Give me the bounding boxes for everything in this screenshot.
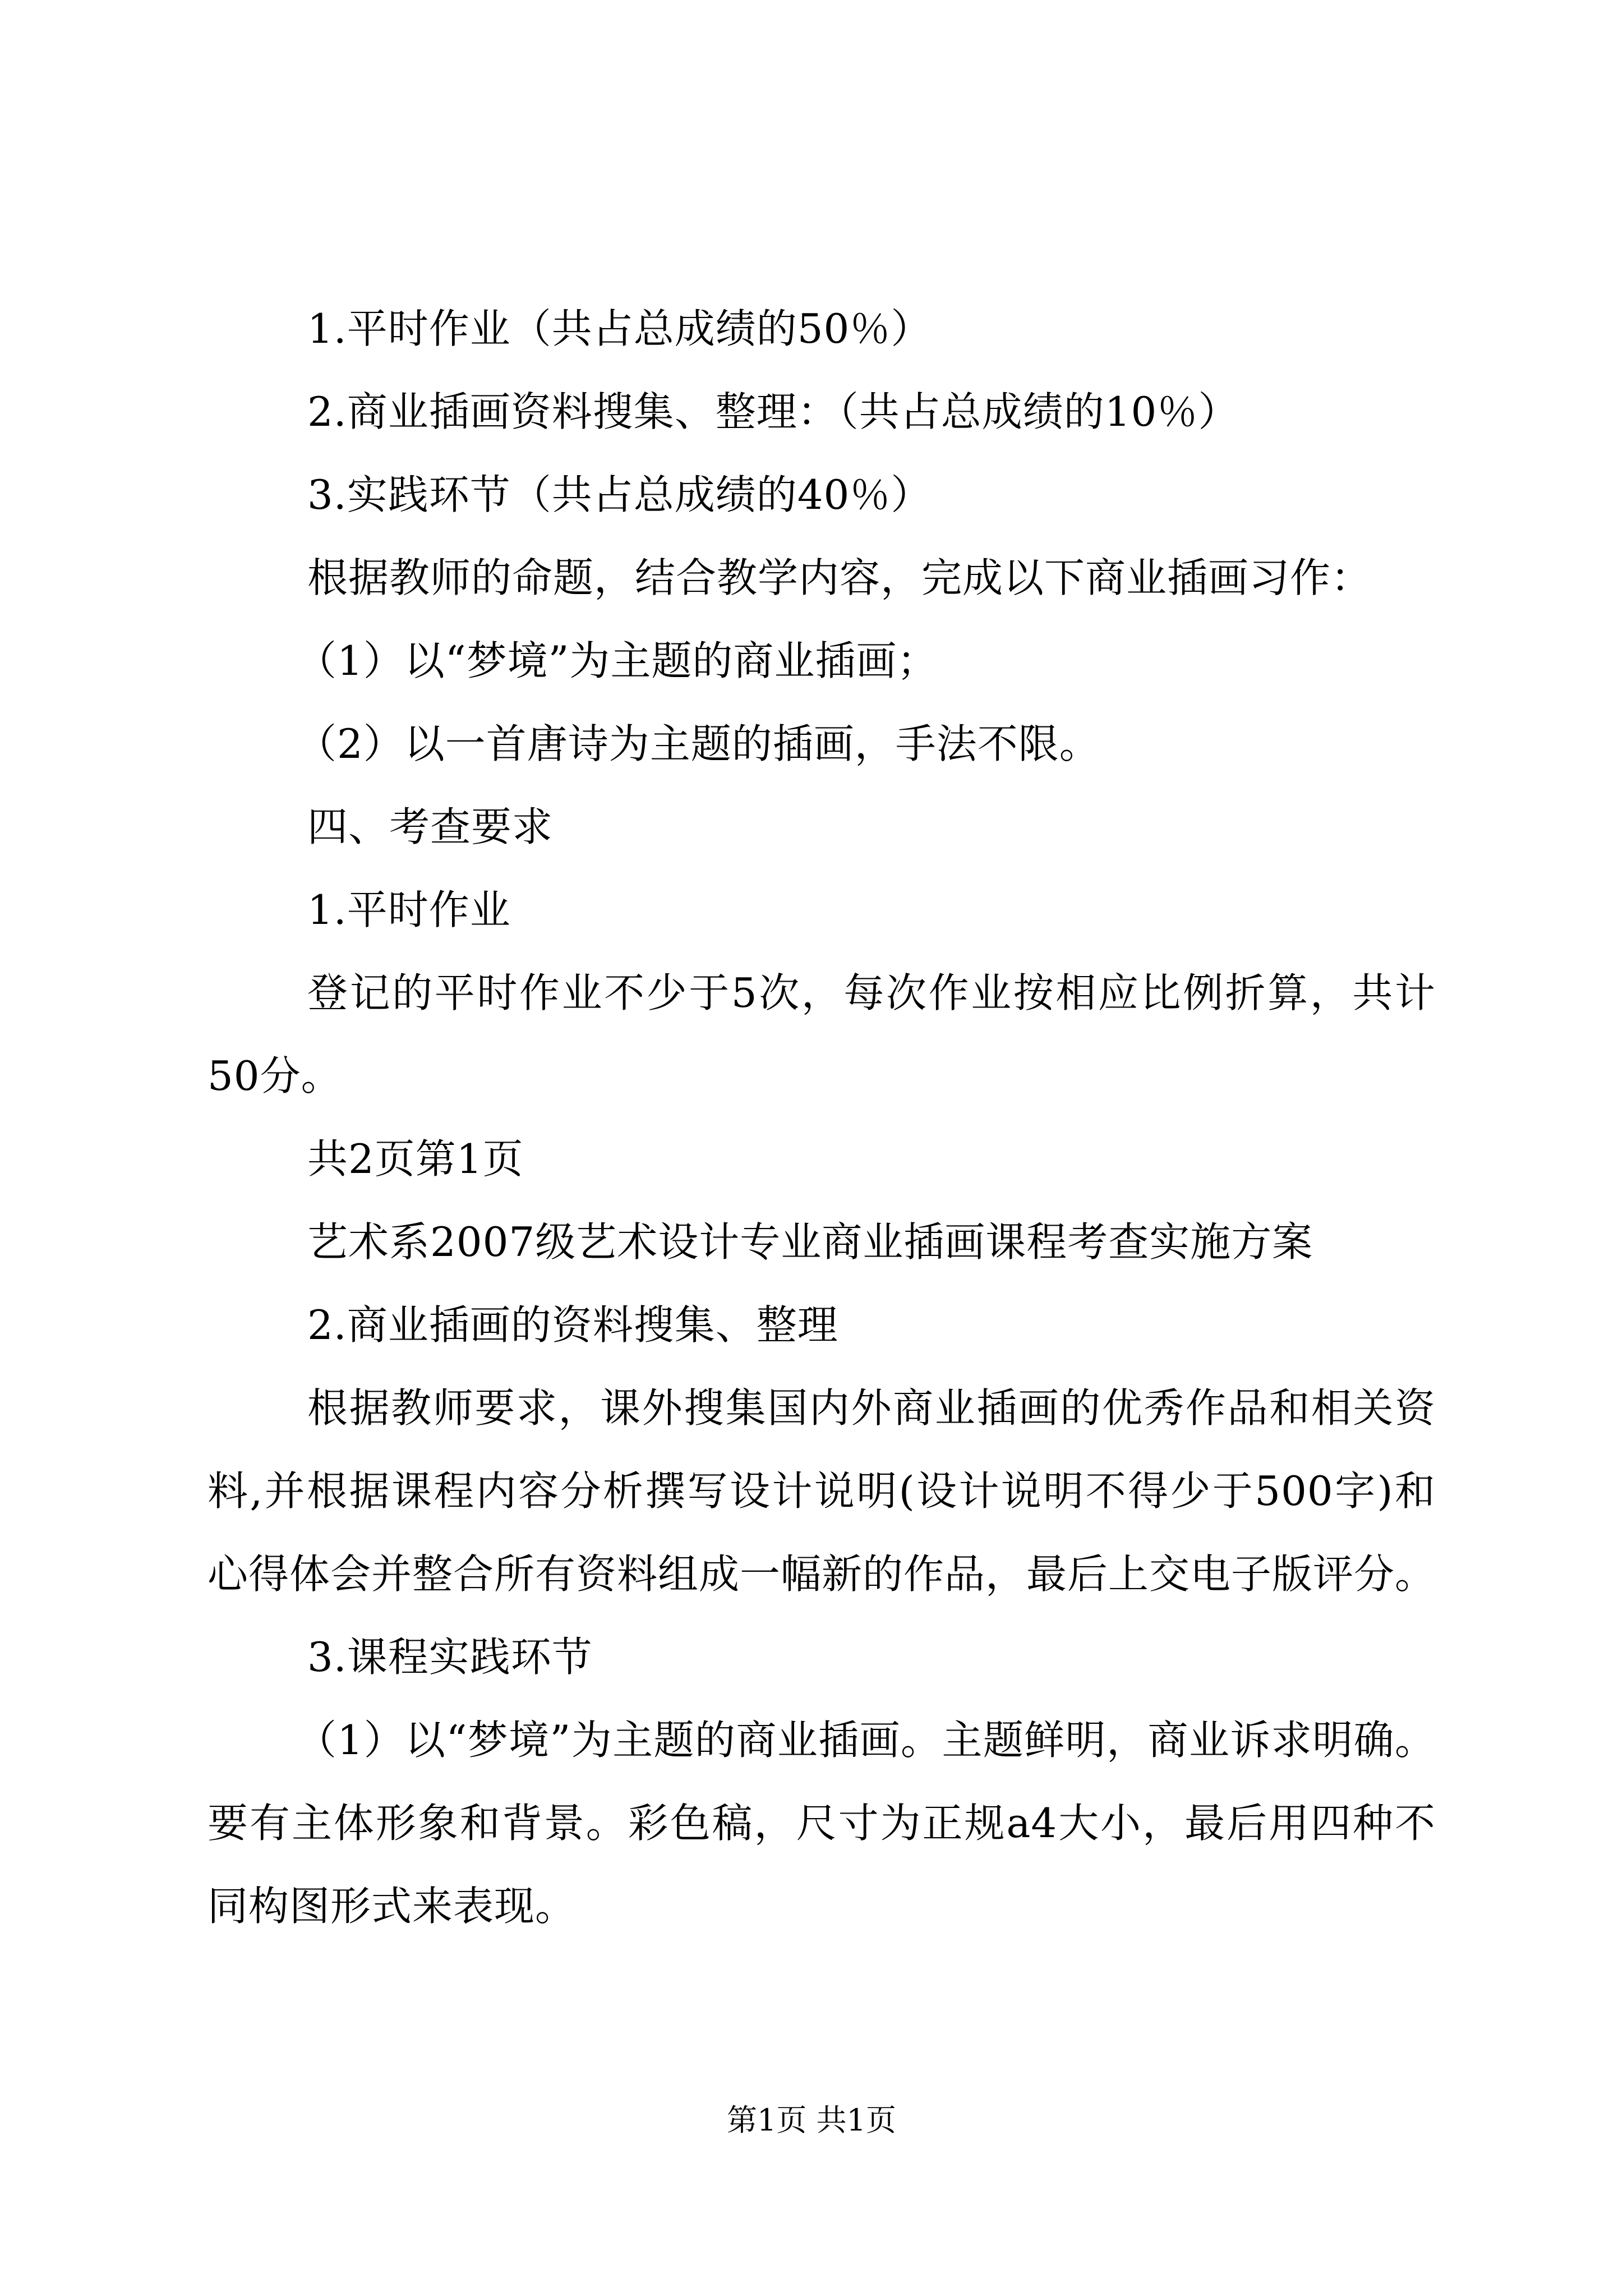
paragraph-practice-detail: （1）以“梦境”为主题的商业插画。主题鲜明，商业诉求明确。要有主体形象和背景。彩色稿，尺寸为正规a4大小，最后用四种不同构图形式来表现。 — [208, 1717, 1436, 1930]
subheading-practice: 3.课程实践环节 — [307, 1634, 593, 1681]
assignment-item-2: （2）以一首唐诗为主题的插画，手法不限。 — [296, 720, 1100, 767]
assignment-item-1: （1）以“梦境”为主题的商业插画； — [296, 637, 938, 684]
document-title-line: 艺术系2007级艺术设计专业商业插画课程考查实施方案 — [307, 1218, 1313, 1266]
document-body — [208, 287, 1436, 1948]
page-footer: 第1页 共1页 — [727, 2102, 896, 2138]
item-homework-ratio: 1.平时作业（共占总成绩的50％） — [307, 305, 932, 352]
page-count-note: 共2页第1页 — [307, 1135, 524, 1182]
item-practice-ratio: 3.实践环节（共占总成绩的40％） — [307, 471, 932, 518]
section-heading-requirements: 四、考查要求 — [307, 803, 554, 850]
item-material-ratio: 2.商业插画资料搜集、整理：（共占总成绩的10％） — [307, 388, 1239, 435]
paragraph-assignment-intro: 根据教师的命题，结合教学内容，完成以下商业插画习作： — [307, 554, 1372, 601]
paragraph-material-detail: 根据教师要求，课外搜集国内外商业插画的优秀作品和相关资料,并根据课程内容分析撰写设计说明(设计说明不得少于500字)和心得体会并整合所有资料组成一幅新的作品，最后上交电子版评分。 — [208, 1384, 1436, 1598]
paragraph-homework-detail: 登记的平时作业不少于5次，每次作业按相应比例折算，共计50分。 — [208, 969, 1436, 1099]
subheading-homework: 1.平时作业 — [307, 886, 511, 933]
subheading-material: 2.商业插画的资料搜集、整理 — [307, 1301, 838, 1349]
